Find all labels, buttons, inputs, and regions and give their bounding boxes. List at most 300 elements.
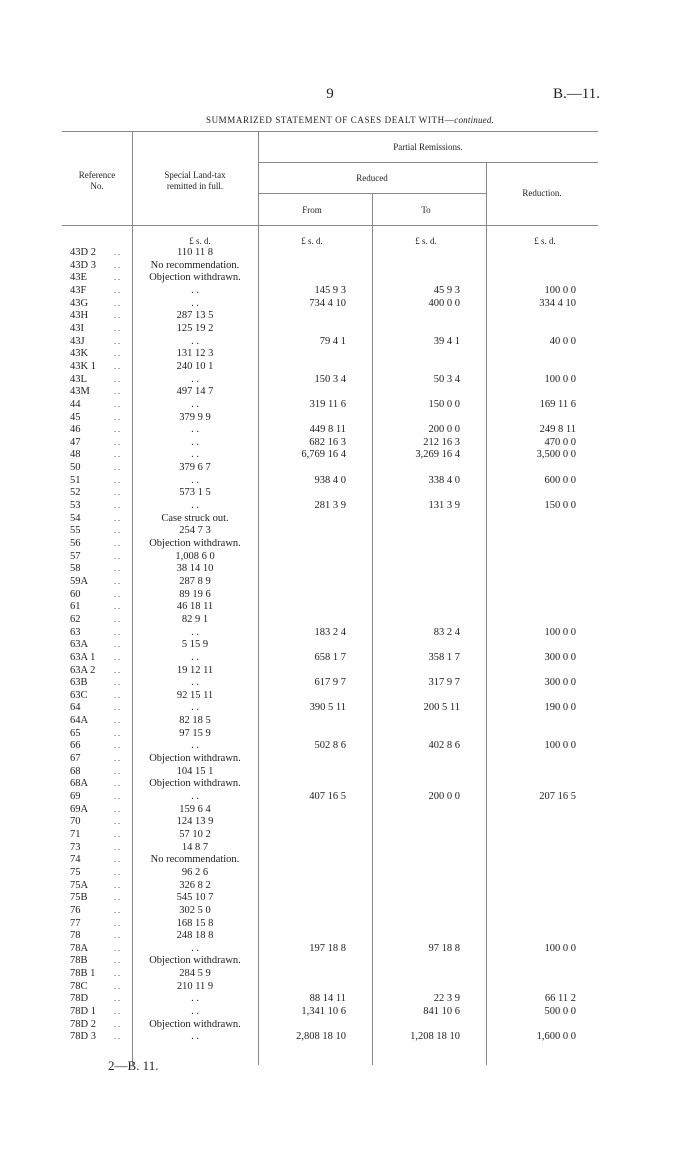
table-row (0, 525, 700, 537)
reduced-to-cell: 358 1 7 (428, 651, 460, 663)
footer-signature: 2—B. 11. (108, 1058, 159, 1073)
table-row (0, 475, 700, 487)
table-row (0, 424, 700, 436)
reduced-to-cell: 400 0 0 (428, 297, 460, 309)
special-remission-cell: . . (191, 284, 199, 296)
reduced-to-cell: 3,269 16 4 (415, 449, 460, 461)
reduction-cell: 100 0 0 (544, 626, 576, 638)
table-top-rule (62, 131, 598, 132)
reference-cell: 53 (70, 500, 81, 511)
special-remission-cell: 104 15 1 (176, 765, 214, 777)
special-remission-cell: 46 18 11 (176, 601, 214, 613)
special-remission-cell: Objection withdrawn. (149, 1018, 241, 1030)
special-remission-cell: 92 15 11 (176, 689, 214, 701)
table-row (0, 1031, 700, 1043)
special-remission-cell: 38 14 10 (176, 563, 214, 575)
reference-cell: 73 (70, 841, 81, 853)
reference-cell: 47 (70, 436, 81, 448)
reduced-from-cell: 1,341 10 6 (301, 1006, 346, 1017)
leader-dots: . . (114, 412, 120, 422)
reference-cell: 43E (70, 272, 87, 284)
leader-dots: . . (114, 829, 120, 839)
table-row (0, 842, 700, 854)
table-row (0, 348, 700, 360)
table-row (0, 412, 700, 424)
leader-dots: . . (114, 969, 120, 979)
reduction-cell: 300 0 0 (544, 677, 576, 689)
table-row (0, 943, 700, 955)
leader-dots: . . (114, 488, 120, 498)
special-remission-cell: . . (191, 651, 199, 663)
leader-dots: . . (114, 1019, 120, 1029)
document-code: B.—11. (553, 86, 600, 102)
special-remission-cell: 379 6 7 (179, 462, 211, 474)
reduced-to-cell: 150 0 0 (428, 398, 460, 410)
special-remission-cell: . . (191, 335, 199, 347)
reduced-to-cell: 338 4 0 (428, 474, 460, 486)
leader-dots: . . (114, 665, 120, 675)
currency-from: £ s. d. (301, 236, 323, 246)
leader-dots: . . (114, 602, 120, 612)
reference-cell: 44 (70, 398, 81, 410)
reduced-to-cell: 97 18 8 (428, 942, 460, 954)
table-row (0, 449, 700, 461)
reference-cell: 43J (70, 335, 85, 347)
special-remission-cell: 254 7 3 (179, 525, 211, 537)
leader-dots: . . (114, 994, 120, 1004)
special-remission-cell: . . (191, 702, 199, 714)
table-row (0, 804, 700, 816)
reference-cell: 59A (70, 575, 89, 587)
table-row (0, 753, 700, 765)
reduction-cell: 100 0 0 (544, 740, 576, 752)
reduced-to-cell: 131 3 9 (428, 500, 460, 511)
table-row (0, 867, 700, 879)
reference-cell: 75A (70, 879, 89, 891)
table-row (0, 702, 700, 714)
leader-dots: . . (114, 728, 120, 738)
reduced-to-cell: 22 3 9 (433, 993, 460, 1005)
reference-cell: 43G (70, 297, 89, 309)
reduced-to-cell: 1,208 18 10 (410, 1031, 460, 1043)
special-remission-cell: 96 2 6 (181, 866, 209, 878)
reference-cell: 78C (70, 980, 88, 992)
leader-dots: . . (114, 526, 120, 536)
reduced-to-cell: 39 4 1 (433, 335, 460, 347)
reduced-to-cell: 212 16 3 (423, 436, 460, 448)
leader-dots: . . (114, 678, 120, 688)
leader-dots: . . (114, 260, 120, 270)
reference-cell: 78D 3 (70, 1031, 96, 1043)
table-row (0, 778, 700, 790)
leader-dots: . . (114, 614, 120, 624)
table-row (0, 968, 700, 980)
special-remission-cell: No recommendation. (150, 259, 240, 271)
table-row (0, 310, 700, 322)
reference-cell: 63 (70, 626, 81, 638)
reference-cell: 66 (70, 740, 81, 752)
table-row (0, 614, 700, 626)
reduced-from-cell: 79 4 1 (319, 335, 346, 347)
reference-cell: 75B (70, 892, 88, 904)
leader-dots: . . (114, 361, 120, 371)
special-remission-cell: . . (191, 297, 199, 309)
leader-dots: . . (114, 804, 120, 814)
reduction-cell: 249 8 11 (539, 424, 576, 436)
special-remission-cell: 573 1 5 (179, 487, 211, 499)
leader-dots: . . (114, 513, 120, 523)
leader-dots: . . (114, 880, 120, 890)
special-remission-cell: Objection withdrawn. (149, 955, 241, 967)
leader-dots: . . (114, 905, 120, 915)
special-remission-cell: 124 13 9 (176, 816, 214, 828)
leader-dots: . . (114, 589, 120, 599)
reference-cell: 43K 1 (70, 360, 96, 372)
reference-cell: 68 (70, 765, 81, 777)
special-remission-cell: 131 12 3 (176, 348, 214, 360)
table-row (0, 336, 700, 348)
table-row (0, 551, 700, 563)
header-bottom-rule (62, 225, 598, 226)
header-partial: Partial Remissions. (393, 142, 463, 152)
reference-cell: 78 (70, 930, 81, 942)
special-remission-cell: . . (191, 942, 199, 954)
reference-cell: 63A (70, 639, 89, 651)
reduced-to-cell: 200 5 11 (423, 702, 460, 714)
special-remission-cell: Objection withdrawn. (149, 272, 241, 284)
leader-dots: . . (114, 640, 120, 650)
reduction-cell: 100 0 0 (544, 284, 576, 296)
leader-dots: . . (114, 627, 120, 637)
reduced-from-cell: 2,808 18 10 (296, 1031, 346, 1043)
special-remission-cell: 287 13 5 (176, 310, 214, 322)
leader-dots: . . (114, 248, 120, 257)
leader-dots: . . (114, 551, 120, 561)
special-remission-cell: . . (191, 626, 199, 638)
reference-cell: 48 (70, 449, 81, 461)
table-row (0, 677, 700, 689)
special-remission-cell: 248 18 8 (176, 930, 214, 942)
leader-dots: . . (114, 450, 120, 460)
reduced-from-cell: 88 14 11 (309, 993, 346, 1005)
reference-cell: 78D 1 (70, 1006, 96, 1017)
leader-dots: . . (114, 741, 120, 751)
special-remission-cell: . . (191, 1006, 199, 1017)
reduction-cell: 66 11 2 (544, 993, 576, 1005)
currency-reduction: £ s. d. (534, 236, 556, 246)
reduced-from-cell: 407 16 5 (309, 791, 346, 802)
table-row (0, 829, 700, 841)
reduced-from-cell: 617 9 7 (314, 677, 346, 689)
reduction-cell: 190 0 0 (544, 702, 576, 714)
reduced-from-cell: 6,769 16 4 (301, 449, 346, 461)
special-remission-cell: . . (191, 398, 199, 410)
reduction-cell: 300 0 0 (544, 651, 576, 663)
reference-cell: 78B (70, 955, 88, 967)
special-remission-cell: Objection withdrawn. (149, 538, 241, 549)
reduced-from-cell: 145 9 3 (314, 284, 346, 296)
leader-dots: . . (114, 943, 120, 953)
reference-cell: 43I (70, 322, 84, 334)
reference-cell: 55 (70, 525, 81, 537)
table-row (0, 298, 700, 310)
reference-cell: 64A (70, 715, 89, 726)
reference-cell: 75 (70, 866, 81, 878)
reduced-to-cell: 317 9 7 (428, 677, 460, 689)
leader-dots: . . (114, 539, 120, 548)
table-row (0, 1019, 700, 1031)
special-remission-cell: 159 6 4 (179, 803, 211, 815)
special-remission-cell: 97 15 9 (179, 727, 211, 739)
reduction-cell: 334 4 10 (539, 297, 576, 309)
reduced-to-cell: 402 8 6 (428, 740, 460, 752)
reference-cell: 77 (70, 917, 81, 929)
leader-dots: . . (114, 792, 120, 801)
special-remission-cell: . . (191, 677, 199, 689)
reference-cell: 50 (70, 462, 81, 474)
reduced-to-cell: 841 10 6 (423, 1006, 460, 1017)
table-row (0, 816, 700, 828)
table-row (0, 854, 700, 866)
reference-cell: 68A (70, 778, 89, 790)
reference-cell: 58 (70, 563, 81, 575)
reference-cell: 63A 1 (70, 651, 96, 663)
special-remission-cell: 19 12 11 (176, 664, 214, 676)
special-remission-cell: 240 10 1 (176, 360, 214, 372)
table-row (0, 323, 700, 335)
leader-dots: . . (114, 285, 120, 295)
table-row (0, 538, 700, 550)
reference-cell: 43M (70, 386, 90, 398)
reference-cell: 69A (70, 803, 89, 815)
reduction-cell: 3,500 0 0 (536, 449, 576, 461)
header-to: To (421, 205, 431, 215)
reference-cell: 62 (70, 613, 81, 625)
reference-cell: 61 (70, 601, 81, 613)
leader-dots: . . (114, 842, 120, 852)
table-row (0, 690, 700, 702)
table-row (0, 487, 700, 499)
reference-cell: 63B (70, 677, 88, 689)
reduction-cell: 1,600 0 0 (536, 1031, 576, 1043)
reference-cell: 65 (70, 727, 81, 739)
leader-dots: . . (114, 956, 120, 966)
reference-cell: 63C (70, 689, 88, 701)
special-remission-cell: . . (191, 436, 199, 448)
table-row (0, 880, 700, 892)
leader-dots: . . (114, 387, 120, 397)
reduction-cell: 169 11 6 (539, 398, 576, 410)
special-remission-cell: . . (191, 424, 199, 436)
reference-cell: 43D 2 (70, 247, 96, 258)
reference-cell: 76 (70, 904, 81, 916)
table-row (0, 791, 700, 803)
table-row (0, 272, 700, 284)
reduced-from-cell: 682 16 3 (309, 436, 346, 448)
reference-cell: 63A 2 (70, 664, 96, 676)
leader-dots: . . (114, 867, 120, 877)
reduction-cell: 100 0 0 (544, 373, 576, 385)
reference-cell: 64 (70, 702, 81, 714)
special-remission-cell: . . (191, 791, 199, 802)
reduction-cell: 40 0 0 (549, 335, 576, 347)
reference-cell: 78A (70, 942, 89, 954)
leader-dots: . . (114, 298, 120, 308)
reference-cell: 45 (70, 411, 81, 423)
leader-dots: . . (114, 349, 120, 359)
table-row (0, 918, 700, 930)
table-row (0, 766, 700, 778)
header-from: From (302, 205, 322, 215)
reduced-to-cell: 83 2 4 (433, 626, 460, 638)
leader-dots: . . (114, 311, 120, 321)
table-row (0, 361, 700, 373)
leader-dots: . . (114, 893, 120, 903)
header-reduction: Reduction. (522, 188, 562, 198)
reference-cell: 71 (70, 828, 81, 840)
partial-rule (258, 162, 598, 163)
header-reduced: Reduced (356, 173, 388, 183)
leader-dots: . . (114, 374, 120, 384)
special-remission-cell: . . (191, 740, 199, 752)
table-row (0, 993, 700, 1005)
special-remission-cell: 287 8 9 (179, 575, 211, 587)
reduced-from-cell: 938 4 0 (314, 474, 346, 486)
reduced-from-cell: 319 11 6 (309, 398, 346, 410)
special-remission-cell: Case struck out. (161, 512, 229, 524)
page-number: 9 (326, 86, 334, 102)
table-row (0, 285, 700, 297)
table-row (0, 513, 700, 525)
reduced-to-cell: 200 0 0 (428, 791, 460, 802)
title-continued: continued. (454, 115, 495, 125)
reference-cell: 46 (70, 424, 81, 436)
reduced-from-cell: 390 5 11 (309, 702, 346, 714)
special-remission-cell: 57 10 2 (179, 828, 211, 840)
leader-dots: . . (114, 981, 120, 991)
reduction-cell: 600 0 0 (544, 474, 576, 486)
special-remission-cell: 82 18 5 (179, 715, 211, 726)
table-row (0, 627, 700, 639)
reference-cell: 54 (70, 512, 81, 524)
leader-dots: . . (114, 766, 120, 776)
currency-special: £ s. d. (189, 236, 211, 246)
table-row (0, 955, 700, 967)
special-remission-cell: 379 9 9 (179, 411, 211, 423)
reference-cell: 69 (70, 791, 81, 802)
special-remission-cell: 284 5 9 (179, 968, 211, 980)
leader-dots: . . (114, 690, 120, 700)
table-row (0, 437, 700, 449)
reduced-from-cell: 197 18 8 (309, 942, 346, 954)
leader-dots: . . (114, 817, 120, 827)
reference-cell: 57 (70, 550, 81, 562)
table-row (0, 930, 700, 942)
special-remission-cell: . . (191, 993, 199, 1005)
table-row (0, 462, 700, 474)
header-reference: Reference No. (78, 170, 116, 191)
reference-cell: 43F (70, 284, 87, 296)
reduced-to-cell: 45 9 3 (433, 284, 460, 296)
reduction-cell: 500 0 0 (544, 1006, 576, 1017)
leader-dots: . . (114, 855, 120, 865)
special-remission-cell: Objection withdrawn. (149, 753, 241, 764)
leader-dots: . . (114, 918, 120, 928)
reference-cell: 67 (70, 753, 81, 764)
special-remission-cell: . . (191, 1031, 199, 1043)
reduced-from-cell: 281 3 9 (314, 500, 346, 511)
table-row (0, 374, 700, 386)
reduced-from-cell: 183 2 4 (314, 626, 346, 638)
reduced-from-cell: 502 8 6 (314, 740, 346, 752)
reduction-cell: 100 0 0 (544, 942, 576, 954)
reference-cell: 52 (70, 487, 81, 499)
leader-dots: . . (114, 703, 120, 713)
leader-dots: . . (114, 323, 120, 333)
leader-dots: . . (114, 931, 120, 941)
leader-dots: . . (114, 501, 120, 510)
special-remission-cell: . . (191, 373, 199, 385)
special-remission-cell: 1,008 6 0 (175, 550, 215, 562)
leader-dots: . . (114, 754, 120, 763)
special-remission-cell: 125 19 2 (176, 322, 214, 334)
header-special: Special Land-tax remitted in full. (164, 170, 226, 191)
special-remission-cell: Objection withdrawn. (149, 778, 241, 790)
table-row (0, 386, 700, 398)
reference-cell: 43K (70, 348, 89, 360)
reduced-to-cell: 50 3 4 (433, 373, 460, 385)
reference-cell: 78D (70, 993, 89, 1005)
table-row (0, 715, 700, 727)
special-remission-cell: . . (191, 500, 199, 511)
leader-dots: . . (114, 1032, 120, 1042)
table-row (0, 1006, 700, 1018)
special-remission-cell: . . (191, 449, 199, 461)
reference-cell: 74 (70, 854, 81, 866)
special-remission-cell: 5 15 9 (181, 639, 209, 651)
leader-dots: . . (114, 564, 120, 574)
table-row (0, 905, 700, 917)
table-row (0, 260, 700, 272)
reduction-cell: 470 0 0 (544, 436, 576, 448)
table-row (0, 728, 700, 740)
special-remission-cell: 82 9 1 (181, 613, 209, 625)
reduced-from-cell: 150 3 4 (314, 373, 346, 385)
leader-dots: . . (114, 1007, 120, 1016)
reference-cell: 43D 3 (70, 259, 96, 271)
reference-cell: 60 (70, 588, 81, 600)
table-row (0, 639, 700, 651)
table-row (0, 665, 700, 677)
reference-cell: 43H (70, 310, 89, 322)
reduced-from-cell: 658 1 7 (314, 651, 346, 663)
reduction-cell: 207 16 5 (539, 791, 576, 802)
reference-cell: 78D 2 (70, 1018, 96, 1030)
special-remission-cell: 210 11 9 (176, 980, 214, 992)
special-remission-cell: No recommendation. (150, 854, 240, 866)
special-remission-cell: 497 14 7 (176, 386, 214, 398)
special-remission-cell: 168 15 8 (176, 917, 214, 929)
reduced-from-cell: 449 8 11 (309, 424, 346, 436)
leader-dots: . . (114, 425, 120, 435)
special-remission-cell: 545 10 7 (176, 892, 214, 904)
table-row (0, 981, 700, 993)
leader-dots: . . (114, 399, 120, 409)
special-remission-cell: 110 11 8 (177, 247, 213, 258)
leader-dots: . . (114, 437, 120, 447)
special-remission-cell: 89 19 6 (179, 588, 211, 600)
table-row (0, 500, 700, 512)
